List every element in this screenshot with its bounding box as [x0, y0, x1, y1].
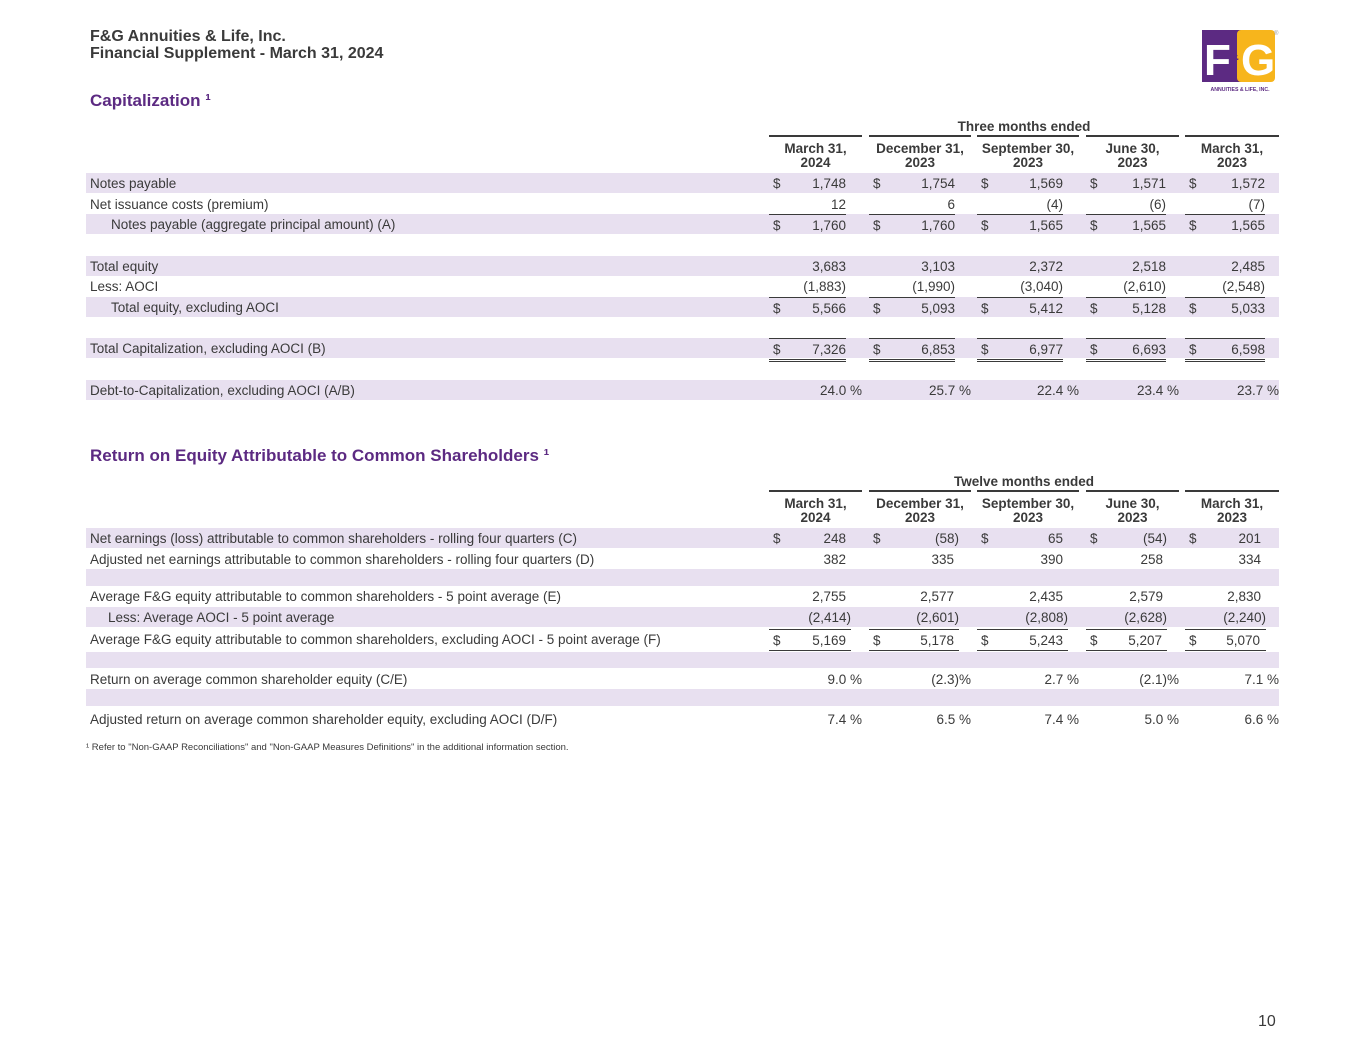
cell-value: 24.0 % [819, 383, 862, 398]
cell-value: 1,760 [812, 218, 846, 233]
table-cell [869, 549, 954, 569]
cell-value: (1,990) [912, 279, 955, 294]
cell-value: 6,853 [921, 342, 955, 357]
table-cell [1185, 276, 1265, 296]
row-label: Total Capitalization, excluding AOCI (B) [90, 341, 326, 356]
report-header [90, 28, 383, 62]
col-l2: 2023 [1012, 510, 1044, 525]
table-cell [869, 380, 971, 400]
cell-value: 22.4 % [1036, 383, 1079, 398]
cell-value: 5,169 [812, 633, 846, 648]
cell-value: 5,033 [1231, 301, 1265, 316]
cell-value: 334 [1238, 552, 1261, 567]
cell-value: 6 [947, 197, 955, 212]
table-cell [769, 629, 851, 653]
table-cell [869, 528, 959, 548]
table-cell [1086, 214, 1166, 235]
table-cell [977, 256, 1063, 276]
table-cell [977, 214, 1063, 235]
table-cell [1185, 214, 1265, 235]
table-cell [1086, 380, 1179, 400]
table-cell [977, 709, 1079, 729]
col-l2: 2023 [904, 510, 936, 525]
dollar-sign: $ [1189, 531, 1197, 546]
logo-f-letter: F [1204, 36, 1231, 85]
col-l1: December 31, [876, 141, 964, 156]
cell-value: 5,566 [812, 301, 846, 316]
fg-logo [1201, 29, 1279, 93]
table-cell [977, 173, 1063, 193]
cell-value: 5,412 [1029, 301, 1063, 316]
spacer-row [86, 569, 1279, 586]
col-l1: March 31, [784, 141, 847, 156]
table-cell [1185, 256, 1265, 276]
row-label: Average F&G equity attributable to common shareholders - 5 point average (E) [90, 589, 561, 604]
table-cell [1086, 669, 1179, 689]
row-label: Return on average common shareholder equity (C/E) [90, 672, 408, 687]
cell-value: 248 [823, 531, 846, 546]
cell-value: 23.7 % [1236, 383, 1279, 398]
cell-value: 5,093 [921, 301, 955, 316]
table-row [86, 214, 1279, 234]
table-cell [769, 549, 846, 569]
table-row [86, 586, 1279, 606]
cell-value: 1,754 [921, 176, 955, 191]
cell-value: (4) [1046, 197, 1063, 212]
cell-value: 1,565 [1132, 218, 1166, 233]
table-cell [1086, 629, 1167, 653]
cell-value: 2,830 [1227, 589, 1261, 604]
dollar-sign: $ [873, 531, 881, 546]
cell-value: 25.7 % [928, 383, 971, 398]
dollar-sign: $ [873, 633, 881, 648]
table-row [86, 709, 1279, 729]
row-label: Net issuance costs (premium) [90, 197, 269, 212]
company-name: F&G Annuities & Life, Inc. [90, 28, 286, 45]
cell-value: 3,683 [812, 259, 846, 274]
table-cell [869, 276, 955, 296]
dollar-sign: $ [1189, 633, 1197, 648]
dollar-sign: $ [1090, 633, 1098, 648]
row-label: Less: Average AOCI - 5 point average [108, 610, 335, 625]
row-label: Adjusted return on average common shareholder equity, excluding AOCI (D/F) [90, 712, 558, 727]
col-l1: March 31, [784, 496, 847, 511]
page-number: 10 [1258, 1013, 1276, 1030]
cell-value: 5,207 [1128, 633, 1162, 648]
dollar-sign: $ [981, 633, 989, 648]
col-l1: June 30, [1105, 496, 1160, 511]
col-l1: September 30, [981, 496, 1075, 511]
table-cell [769, 669, 862, 689]
table-cell [769, 173, 846, 193]
dollar-sign: $ [773, 218, 781, 233]
table-cell [1086, 586, 1163, 606]
cell-value: (6) [1149, 197, 1166, 212]
cell-value: (54) [1142, 531, 1167, 546]
row-label: Total equity [90, 259, 159, 274]
cell-value: 65 [1047, 531, 1063, 546]
row-label: Notes payable [90, 176, 177, 191]
table-row [86, 549, 1279, 569]
table-cell [1185, 528, 1261, 548]
cell-value: 5,243 [1029, 633, 1063, 648]
table-cell [1086, 173, 1166, 193]
table-cell [869, 297, 955, 318]
table-cell [1086, 709, 1179, 729]
table-cell [1086, 338, 1166, 362]
table-cell [977, 528, 1063, 548]
cell-value: (58) [934, 531, 959, 546]
cell-value: (7) [1248, 197, 1265, 212]
col-l1: March 31, [1200, 496, 1264, 511]
logo-ampersand: & [1228, 47, 1239, 64]
dollar-sign: $ [981, 342, 989, 357]
footnote: ¹ Refer to "Non-GAAP Reconciliations" and "Non-GAAP Measures Definitions" in the additional information section. [86, 742, 569, 753]
table-row [86, 380, 1279, 400]
table-cell [769, 214, 846, 235]
cell-value: (2,610) [1123, 279, 1166, 294]
cell-value: 1,569 [1029, 176, 1063, 191]
cap-col-header [769, 135, 862, 170]
table-row [86, 607, 1279, 627]
table-cell [869, 256, 955, 276]
cell-value: 2.7 % [1044, 672, 1079, 687]
report-subtitle: Financial Supplement - March 31, 2024 [90, 45, 384, 62]
dollar-sign: $ [1090, 301, 1098, 316]
cell-value: 1,571 [1132, 176, 1166, 191]
cell-value: 5,128 [1132, 301, 1166, 316]
col-l2: 2023 [1117, 510, 1148, 525]
dollar-sign: $ [873, 218, 881, 233]
table-cell [869, 586, 954, 606]
table-cell [869, 669, 971, 689]
table-row [86, 528, 1279, 548]
cell-value: (3,040) [1020, 279, 1063, 294]
cell-value: 7.1 % [1244, 672, 1279, 687]
table-row [86, 276, 1279, 296]
table-cell [769, 194, 846, 214]
cell-value: 6.5 % [936, 712, 971, 727]
table-cell [977, 629, 1068, 653]
roe-col-header [869, 490, 971, 525]
cap-col-header [1185, 135, 1279, 170]
cell-value: (2,808) [1025, 610, 1068, 625]
table-cell [769, 276, 846, 296]
roe-col-header [1185, 490, 1279, 525]
table-cell [977, 338, 1063, 362]
cell-value: 201 [1238, 531, 1261, 546]
table-cell [1086, 297, 1166, 318]
table-cell [1185, 173, 1265, 193]
table-cell [1086, 276, 1166, 296]
table-cell [1086, 528, 1167, 548]
table-cell [977, 549, 1063, 569]
roe-col-header [769, 490, 862, 525]
cell-value: 1,565 [1029, 218, 1063, 233]
table-row [86, 297, 1279, 317]
dollar-sign: $ [1189, 301, 1197, 316]
fg-logo-mark [1201, 29, 1279, 93]
cell-value: (2,601) [916, 610, 959, 625]
dollar-sign: $ [1090, 342, 1098, 357]
table-cell [869, 709, 971, 729]
table-cell [1086, 607, 1167, 627]
col-l1: December 31, [876, 496, 964, 511]
cell-value: 1,565 [1231, 218, 1265, 233]
cell-value: 9.0 % [827, 672, 862, 687]
cell-value: 23.4 % [1136, 383, 1179, 398]
col-l1: June 30, [1105, 141, 1160, 156]
row-label: Average F&G equity attributable to common shareholders, excluding AOCI - 5 point average (F) [90, 632, 661, 647]
cell-value: 12 [830, 197, 846, 212]
cell-value: 1,572 [1231, 176, 1265, 191]
table-cell [1185, 669, 1279, 689]
table-cell [1086, 256, 1166, 276]
dollar-sign: $ [1189, 176, 1197, 191]
dollar-sign: $ [773, 176, 781, 191]
row-label: Debt-to-Capitalization, excluding AOCI (A/B) [90, 383, 355, 398]
col-l2: 2024 [800, 510, 831, 525]
cell-value: (2,548) [1222, 279, 1265, 294]
table-cell [769, 607, 851, 627]
table-cell [869, 607, 959, 627]
cell-value: 6,598 [1231, 342, 1265, 357]
table-row [86, 256, 1279, 276]
table-cell [769, 380, 862, 400]
dollar-sign: $ [873, 301, 881, 316]
cap-period-header: Three months ended [957, 119, 1091, 134]
cell-value: 390 [1040, 552, 1063, 567]
dollar-sign: $ [1189, 342, 1197, 357]
cell-value: (2,414) [808, 610, 851, 625]
cell-value: 2,577 [920, 589, 954, 604]
row-label: Adjusted net earnings attributable to common shareholders - rolling four quarters (D) [90, 552, 595, 567]
capitalization-title: Capitalization ¹ [90, 91, 211, 110]
table-cell [1185, 607, 1266, 627]
row-label: Net earnings (loss) attributable to common shareholders - rolling four quarters (C) [90, 531, 577, 546]
dollar-sign: $ [773, 342, 781, 357]
cell-value: 1,748 [812, 176, 846, 191]
table-cell [977, 607, 1068, 627]
cap-col-header [977, 135, 1079, 170]
dollar-sign: $ [773, 633, 781, 648]
cell-value: (2.3)% [931, 672, 971, 687]
col-l2: 2023 [1216, 155, 1248, 170]
roe-title: Return on Equity Attributable to Common Shareholders ¹ [90, 446, 550, 465]
cell-value: 7,326 [812, 342, 846, 357]
table-cell [769, 586, 846, 606]
cell-value: 6,977 [1029, 342, 1063, 357]
cell-value: 5,178 [920, 633, 954, 648]
cell-value: 1,760 [921, 218, 955, 233]
table-cell [769, 297, 846, 318]
table-cell [1185, 709, 1279, 729]
spacer-row [86, 652, 1279, 668]
cell-value: (1,883) [803, 279, 846, 294]
table-cell [1185, 549, 1261, 569]
table-cell [1185, 380, 1279, 400]
row-label: Less: AOCI [90, 279, 159, 294]
cell-value: 2,435 [1029, 589, 1063, 604]
table-cell [869, 338, 955, 362]
table-cell [869, 194, 955, 214]
table-cell [769, 528, 846, 548]
table-cell [1185, 194, 1265, 214]
dollar-sign: $ [1090, 218, 1098, 233]
table-cell [977, 297, 1063, 318]
cell-value: 3,103 [921, 259, 955, 274]
table-row [86, 338, 1279, 358]
table-cell [1185, 297, 1265, 318]
cell-value: 5.0 % [1144, 712, 1179, 727]
table-cell [869, 173, 955, 193]
table-cell [1086, 549, 1163, 569]
dollar-sign: $ [773, 301, 781, 316]
table-row [86, 173, 1279, 193]
dollar-sign: $ [981, 301, 989, 316]
roe-col-header [977, 490, 1079, 525]
dollar-sign: $ [773, 531, 781, 546]
cell-value: 2,372 [1029, 259, 1063, 274]
dollar-sign: $ [1090, 531, 1098, 546]
dollar-sign: $ [981, 218, 989, 233]
row-label: Notes payable (aggregate principal amount) (A) [111, 217, 396, 232]
cell-value: 335 [931, 552, 954, 567]
table-cell [977, 194, 1063, 214]
col-l2: 2023 [1216, 510, 1248, 525]
cell-value: (2,628) [1124, 610, 1167, 625]
roe-col-header [1086, 490, 1179, 525]
cell-value: 7.4 % [1044, 712, 1079, 727]
dollar-sign: $ [873, 176, 881, 191]
cell-value: 2,518 [1132, 259, 1166, 274]
cell-value: 2,755 [812, 589, 846, 604]
table-cell [869, 214, 955, 235]
roe-period-header: Twelve months ended [953, 474, 1095, 489]
cell-value: 2,579 [1129, 589, 1163, 604]
col-l2: 2023 [904, 155, 936, 170]
cell-value: (2,240) [1223, 610, 1266, 625]
cap-col-header [1086, 135, 1179, 170]
col-l2: 2024 [800, 155, 831, 170]
table-cell [1185, 338, 1265, 362]
col-l2: 2023 [1012, 155, 1044, 170]
dollar-sign: $ [1189, 218, 1197, 233]
row-label: Total equity, excluding AOCI [111, 300, 279, 315]
table-cell [977, 380, 1079, 400]
col-l2: 2023 [1117, 155, 1148, 170]
cell-value: 6,693 [1132, 342, 1166, 357]
table-cell [769, 256, 846, 276]
cell-value: 258 [1140, 552, 1163, 567]
col-l1: September 30, [981, 141, 1075, 156]
col-l1: March 31, [1200, 141, 1264, 156]
dollar-sign: $ [981, 531, 989, 546]
table-cell [977, 586, 1063, 606]
table-cell [769, 709, 862, 729]
table-cell [1185, 586, 1261, 606]
logo-tagline: ANNUITIES & LIFE, INC. [1210, 87, 1270, 93]
dollar-sign: $ [873, 342, 881, 357]
table-cell [1086, 194, 1166, 214]
logo-g-letter: G [1241, 36, 1276, 85]
cell-value: (2.1)% [1139, 672, 1179, 687]
logo-registered: ® [1274, 31, 1279, 37]
cell-value: 382 [823, 552, 846, 567]
table-cell [1185, 629, 1266, 653]
cell-value: 6.6 % [1244, 712, 1279, 727]
table-row [86, 669, 1279, 689]
cap-col-header [869, 135, 971, 170]
table-cell [769, 338, 846, 362]
table-row [86, 629, 1279, 649]
table-cell [869, 629, 959, 653]
dollar-sign: $ [981, 176, 989, 191]
table-cell [977, 276, 1063, 296]
spacer-row [86, 689, 1279, 706]
cell-value: 2,485 [1231, 259, 1265, 274]
cell-value: 7.4 % [827, 712, 862, 727]
table-row [86, 194, 1279, 214]
table-cell [977, 669, 1079, 689]
dollar-sign: $ [1090, 176, 1098, 191]
cell-value: 5,070 [1226, 633, 1260, 648]
